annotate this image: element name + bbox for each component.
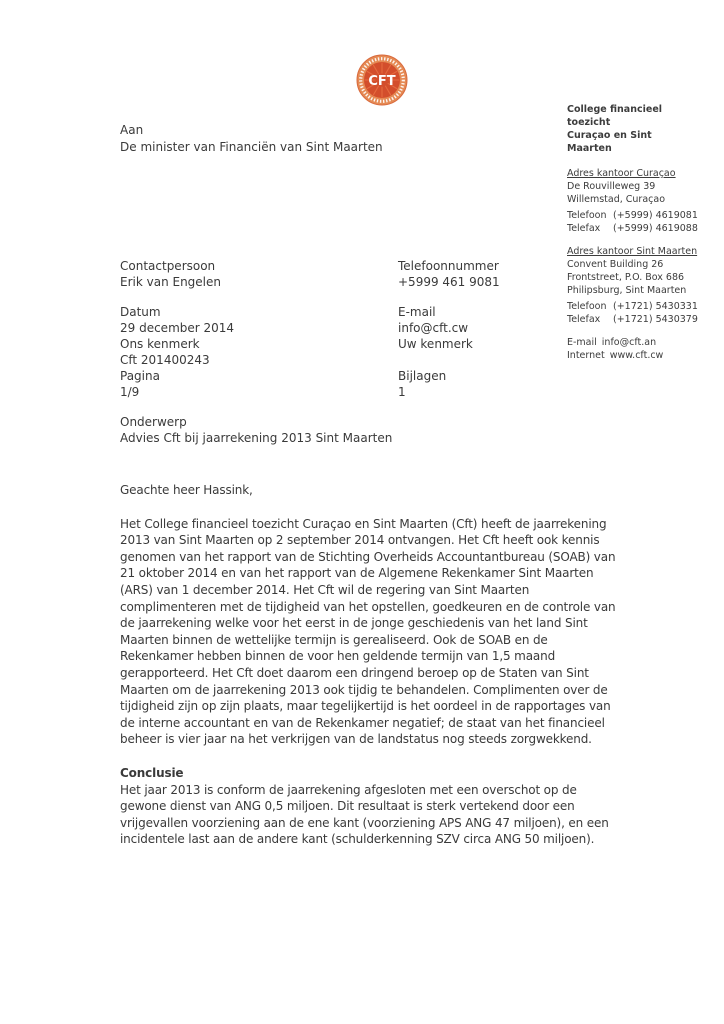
meta-value: 1/9 [120, 385, 140, 399]
conclusion-paragraph: Het jaar 2013 is conform de jaarrekening afgesloten met een overschot op de gewone dienst van ANG 0,5 miljoen. Dit resultaat is sterk vertekend door een vrijgevallen voorziening aan de ene kant (voorziening APS ANG 47 miljoen), en een incidentele last aan de andere kant (schulderkenning SZV circa ANG 50 miljoen). [120, 782, 609, 847]
meta-row [120, 258, 612, 290]
conclusion-heading: Conclusie [120, 765, 184, 780]
phone-label: Telefax [567, 223, 601, 234]
meta-cell [398, 336, 612, 368]
meta-value: Erik van Engelen [120, 275, 221, 289]
meta-label: Bijlagen [398, 369, 447, 383]
phone-label: Telefax [567, 314, 601, 325]
org-title-line2: Curaçao en Sint Maarten [567, 130, 652, 154]
meta-value: 1 [398, 385, 406, 399]
subject-block [120, 414, 612, 446]
meta-cell [120, 258, 398, 290]
internet-label: Internet [567, 350, 605, 361]
office-curacao-address-line: De Rouvilleweg 39 [567, 181, 656, 192]
meta-value [398, 352, 612, 368]
office-sint-maarten-heading: Adres kantoor Sint Maarten [567, 246, 698, 257]
phone-value: (+1721) 5430379 [613, 314, 698, 325]
meta-row [120, 368, 612, 400]
letter-body [120, 482, 622, 848]
body-paragraph: Het College financieel toezicht Curaçao en Sint Maarten (Cft) heeft de jaarrekening 2013 van Sint Maarten op 2 september 2014 ontvangen. Het Cft heeft ook kennis genomen van het rapport van de Stichting Overheids Accountantbureau (SOAB) van 21 oktober 2014 en van het rapport van de Algemene Rekenkamer Sint Maarten (ARS) van 1 december 2014. Het Cft wil de regering van Sint Maarten complimenteren met de tijdigheid van het opstellen, goedkeuren en de controle van de jaarrekening welke voor het eerst in de jonge geschiedenis van het land Sint Maarten binnen de wettelijke termijn is gerealiseerd. Ook de SOAB en de Rekenkamer hebben binnen de voor hen geldende termijn van 1,5 maand gerapporteerd. Het Cft doet daarom een dringend beroep op de Staten van Sint Maarten om de jaarrekening 2013 ook tijdig te behandelen. Complimenten over de tijdigheid zijn op zijn plaats, maar tegelijkertijd is het oordeel in de rapportages van de interne accountant en van de Rekenkamer negatief; de staat van het financieel beheer is vier jaar na het verkrijgen van de landstatus nog steeds zorgwekkend. [120, 516, 616, 747]
meta-cell [120, 304, 398, 336]
internet-value: www.cft.cw [609, 350, 664, 361]
office-curacao [567, 167, 699, 235]
email-label: E-mail [567, 337, 597, 348]
meta-label: Datum [120, 305, 161, 319]
org-title [567, 103, 699, 155]
meta-label: Telefoonnummer [398, 259, 499, 273]
recipient-name: De minister van Financiën van Sint Maarten [120, 140, 383, 154]
email-value: info@cft.an [601, 337, 657, 348]
office-curacao-phones [567, 209, 699, 235]
phone-label: Telefoon [567, 301, 607, 312]
subject-label: Onderwerp [120, 415, 187, 429]
meta-label: Contactpersoon [120, 259, 216, 273]
org-title-line1: College financieel toezicht [567, 104, 663, 128]
meta-value: 29 december 2014 [120, 321, 235, 335]
phone-value: (+5999) 4619081 [613, 210, 698, 221]
phone-value: (+1721) 5430331 [613, 301, 698, 312]
meta-cell [120, 368, 398, 400]
meta-cell [120, 336, 398, 368]
meta-label: Pagina [120, 369, 160, 383]
meta-value: info@cft.cw [398, 321, 469, 335]
office-curacao-heading: Adres kantoor Curaçao [567, 168, 676, 179]
meta-value: Cft 201400243 [120, 353, 210, 367]
meta-cell [398, 258, 612, 290]
subject-value: Advies Cft bij jaarrekening 2013 Sint Maarten [120, 431, 393, 445]
meta-row [120, 304, 612, 336]
meta-label: E-mail [398, 305, 436, 319]
office-sint-maarten-address-line: Convent Building 26 [567, 259, 664, 270]
office-sint-maarten-address-line: Frontstreet, P.O. Box 686 [567, 272, 685, 283]
phone-row [567, 209, 699, 222]
cft-logo-text: CFT [368, 74, 396, 89]
meta-cell [398, 304, 612, 336]
office-sint-maarten-address-line: Philipsburg, Sint Maarten [567, 285, 687, 296]
phone-value: (+5999) 4619088 [613, 223, 698, 234]
meta-label: Uw kenmerk [398, 337, 473, 351]
recipient-block [120, 122, 383, 156]
meta-cell [398, 368, 612, 400]
salutation: Geachte heer Hassink, [120, 483, 253, 497]
recipient-label: Aan [120, 123, 144, 137]
meta-label: Ons kenmerk [120, 337, 200, 351]
office-curacao-address-line: Willemstad, Curaçao [567, 194, 666, 205]
phone-label: Telefoon [567, 210, 607, 221]
meta-row [120, 336, 612, 368]
cft-logo-icon [356, 54, 408, 106]
meta-block [120, 258, 612, 446]
meta-value: +5999 461 9081 [398, 275, 500, 289]
phone-row [567, 222, 699, 235]
